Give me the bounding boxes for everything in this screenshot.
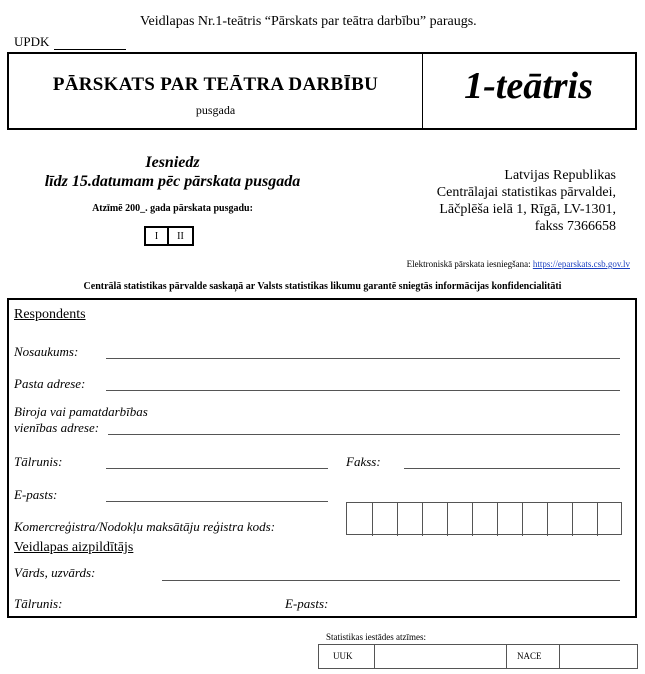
filler-phone-label: Tālrunis: xyxy=(14,596,63,611)
recipient-line: fakss 7366658 xyxy=(534,219,616,234)
filler-name-field[interactable] xyxy=(162,580,620,581)
register-cell[interactable] xyxy=(472,503,497,536)
postal-field[interactable] xyxy=(106,390,620,391)
updk-label: UPDK xyxy=(14,34,50,49)
form-code: 1-teātris xyxy=(464,65,593,107)
phone-field[interactable] xyxy=(106,468,328,469)
fax-field[interactable] xyxy=(404,468,620,469)
register-cell[interactable] xyxy=(447,503,472,536)
register-cell[interactable] xyxy=(547,503,572,536)
register-cell[interactable] xyxy=(397,503,422,536)
recipient-address xyxy=(380,167,616,235)
register-cell[interactable] xyxy=(497,503,522,536)
report-subtitle: pusgada xyxy=(195,103,236,117)
half-option-2[interactable]: II xyxy=(168,226,194,246)
filler-email-label: E-pasts: xyxy=(285,596,329,611)
register-cell[interactable] xyxy=(522,503,547,536)
report-title: PĀRSKATS PAR TEĀTRA DARBĪBU xyxy=(52,74,379,95)
register-code-input[interactable] xyxy=(346,502,622,535)
electronic-label: Elektroniskā pārskata iesniegšana: xyxy=(406,259,531,269)
mark-text: Atzīmē 200_. gada pārskata pusgadu: xyxy=(92,203,253,214)
phone-label: Tālrunis: xyxy=(14,454,63,469)
office-marks-label: Statistikas iestādes atzīmes: xyxy=(326,632,426,642)
half-option-1[interactable]: I xyxy=(144,226,168,246)
email-label: E-pasts: xyxy=(14,487,58,502)
recipient-line: Latvijas Republikas xyxy=(504,168,616,183)
updk-line xyxy=(54,49,126,50)
electronic-submission xyxy=(300,259,630,269)
electronic-link[interactable]: https://eparskats.csb.gov.lv xyxy=(532,259,630,269)
name-label: Nosaukums: xyxy=(14,344,79,359)
office-label-2: vienības adrese: xyxy=(14,420,100,435)
register-cell[interactable] xyxy=(422,503,447,536)
email-field[interactable] xyxy=(106,501,328,502)
register-cell[interactable] xyxy=(597,503,622,536)
filler-title: Veidlapas aizpildītājs xyxy=(14,540,134,555)
uuk-label: UUK xyxy=(333,651,353,661)
nace-label: NACE xyxy=(517,651,542,661)
respondent-box xyxy=(7,298,637,618)
fax-label: Fakss: xyxy=(346,454,381,469)
template-note: Veidlapas Nr.1-teātris “Pārskats par teātra darbību” paraugs. xyxy=(140,14,477,29)
name-field[interactable] xyxy=(106,358,620,359)
title-box xyxy=(7,52,637,130)
filler-name-label: Vārds, uzvārds: xyxy=(14,565,96,580)
office-field[interactable] xyxy=(108,434,620,435)
nace-divider-left xyxy=(506,645,507,668)
nace-divider xyxy=(559,645,560,668)
office-label-1: Biroja vai pamatdarbības xyxy=(14,404,148,419)
register-cell[interactable] xyxy=(572,503,597,536)
register-label: Komercreģistra/Nodokļu maksātāju reģistra kods: xyxy=(14,519,276,534)
office-marks-grid xyxy=(318,644,638,669)
submit-line2: līdz 15.datumam pēc pārskata pusgada xyxy=(44,173,301,190)
submit-line1: Iesniedz xyxy=(145,154,200,171)
recipient-line: Centrālajai statistikas pārvaldei, xyxy=(436,185,616,200)
respondent-title: Respondents xyxy=(14,307,86,322)
register-cell[interactable] xyxy=(372,503,397,536)
postal-label: Pasta adrese: xyxy=(14,376,86,391)
uuk-divider xyxy=(374,645,375,668)
recipient-line: Lāčplēša ielā 1, Rīgā, LV-1301, xyxy=(439,202,616,217)
confidentiality-note: Centrālā statistikas pārvalde saskaņā ar Valsts statistikas likumu garantē sniegtās informācijas konfidencialitāti xyxy=(83,281,562,292)
